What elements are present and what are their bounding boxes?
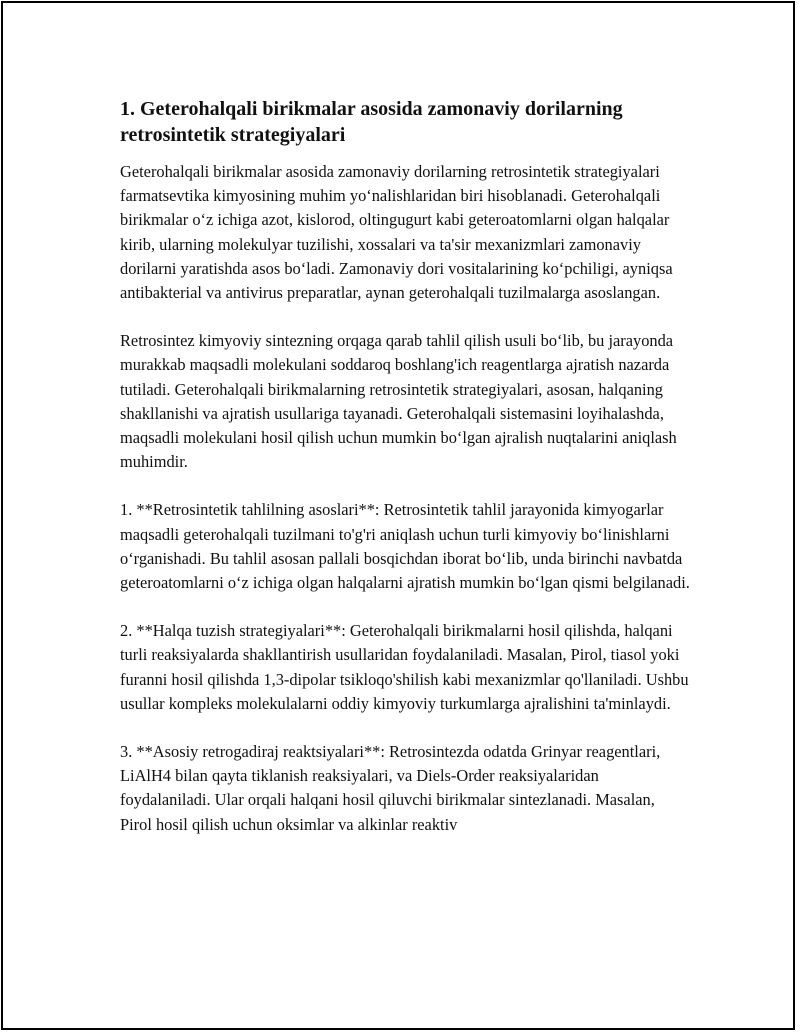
page-frame (1, 1, 795, 1030)
paragraph-point-1: 1. **Retrosintetik tahlilning asoslari**: Retrosintetik tahlil jarayonida kimyogarlar maqsadli geterohalqali tuzilmani to'g'ri aniqlash uchun turli kimyoviy bo‘linishlarni o‘rganishadi. Bu tahlil asosan pallali bosqichdan iborat bo‘lib, unda birinchi navbatda geteroatomlarni o‘z ichiga olgan halqalarni ajratish mumkin bo‘lgan qismi belgilanadi. (120, 500, 690, 593)
paragraph-retrosynthesis: Retrosintez kimyoviy sintezning orqaga qarab tahlil qilish usuli bo‘lib, bu jarayonda murakkab maqsadli molekulani soddaroq boshlang'ich reagentlarga ajratish nazarda tutiladi. Geterohalqali birikmalarning retrosintetik strategiyalari, asosan, halqaning shakllanishi va ajratish usullariga tayanadi. Geterohalqali sistemasini loyihalashda, maqsadli molekulani hosil qilish uchun mumkin bo‘lgan ajralish nuqtalarini aniqlash muhimdir. (120, 331, 677, 472)
paragraph-point-2: 2. **Halqa tuzish strategiyalari**: Geterohalqali birikmalarni hosil qilishda, halqani turli reaksiyalarda shakllantirish usullaridan foydalaniladi. Masalan, Pirol, tiasol yoki furanni hosil qilishda 1,3-dipolar tsikloqo'shilish kabi mexanizmlar qo'llaniladi. Ushbu usullar kompleks molekulalarni oddiy kimyoviy turkumlarga ajralishini ta'minlaydi. (120, 621, 689, 713)
paragraph-point-3: 3. **Asosiy retrogadiraj reaktsiyalari**: Retrosintezda odatda Grinyar reagentlari, LiAlH4 bilan qayta tiklanish reaksiyalari, va Diels-Order reaksiyalaridan foydalaniladi. Ular orqali halqani hosil qiluvchi birikmalar sintezlanadi. Masalan, Pirol hosil qilish uchun oksimlar va alkinlar reaktiv (120, 742, 661, 834)
paragraph-intro: Geterohalqali birikmalar asosida zamonaviy dorilarning retrosintetik strategiyalari farmatsevtika kimyosining muhim yo‘nalishlaridan biri hisoblanadi. Geterohalqali birikmalar o‘z ichiga azot, kislorod, oltingugurt kabi geteroatomlarni olgan halqalar kirib, ularning molekulyar tuzilishi, xossalari va ta'sir mexanizmlari zamonaviy dorilarni yaratishda asos bo‘ladi. Zamonaviy dori vositalarining ko‘pchiligi, ayniqsa antibakterial va antivirus preparatlar, aynan geterohalqali tuzilmalarga asoslangan. (120, 162, 673, 303)
document-body (120, 96, 690, 837)
section-heading: 1. Geterohalqali birikmalar asosida zamonaviy dorilarning retrosintetik strategiyalari (120, 98, 623, 146)
